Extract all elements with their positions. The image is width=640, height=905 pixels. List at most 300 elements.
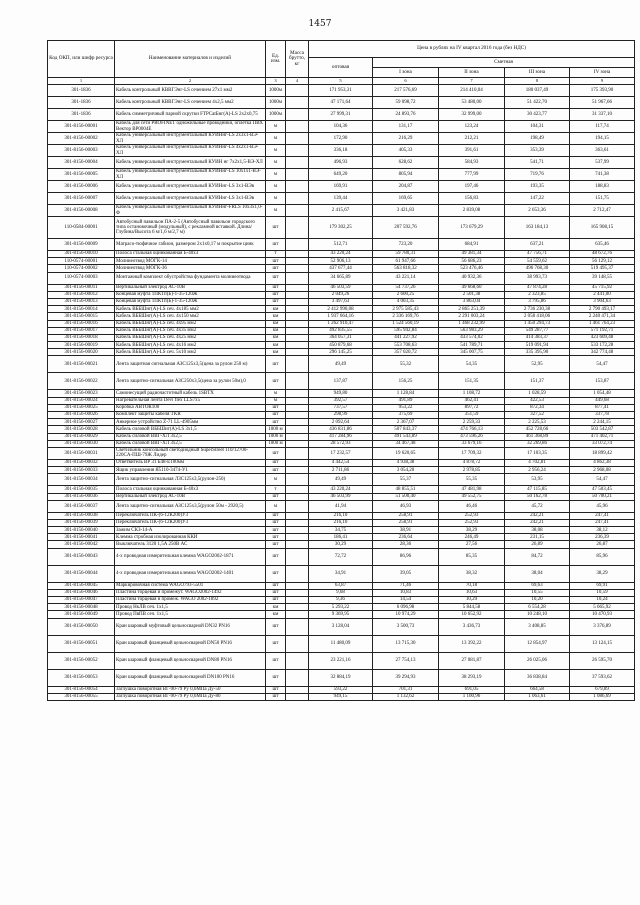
table-row — [48, 447, 635, 459]
table-row — [48, 342, 635, 349]
item-mass — [286, 217, 309, 239]
price-zone-2: 541 789,71 — [439, 342, 505, 349]
column-number: 7 — [439, 78, 505, 85]
price-zone-3: 104,31 — [505, 121, 570, 133]
item-mass — [286, 251, 309, 258]
price-zone-1: 217 576,69 — [373, 85, 439, 97]
table-row — [48, 541, 635, 548]
price-zone-1: 2 975 585,43 — [373, 306, 439, 313]
price-zone-4: 2 968,08 — [570, 467, 635, 474]
item-name: Выключатель 3120 1,5А 250В АС — [115, 541, 266, 548]
price-zone-2: 2 865 251,39 — [439, 306, 505, 313]
price-zone-4: 363,61 — [570, 145, 635, 157]
price-zone-4: 151,75 — [570, 193, 635, 205]
price-zone-4: 3 904,63 — [570, 298, 635, 305]
price-zone-1: 953,22 — [373, 404, 439, 411]
price-zone-3: 12 854,97 — [505, 635, 570, 652]
item-unit: м — [266, 181, 286, 193]
price-zone-1: 357 020,72 — [373, 349, 439, 356]
price-zone-1: 375,69 — [373, 412, 439, 419]
item-code: 301-8156-00012 — [48, 291, 115, 298]
price-zone-1: 4 003,35 — [373, 298, 439, 305]
price-zone-1: 19 620,65 — [373, 447, 439, 459]
item-unit: шт — [266, 597, 286, 604]
item-name: Кабель ВББШнг(А)-LS сеч. 4х35 мм2 — [115, 327, 266, 334]
item-mass — [286, 669, 309, 686]
price-zone-3: 38,08 — [505, 527, 570, 534]
price-zone-2: 391,61 — [439, 145, 505, 157]
price-zone-4: 56 129,12 — [570, 258, 635, 265]
item-mass — [286, 272, 309, 284]
item-code: 301-8156-00043 — [48, 548, 115, 565]
price-zone-1: 507 843,37 — [373, 426, 439, 433]
table-row — [48, 669, 635, 686]
item-mass — [286, 342, 309, 349]
item-name: Ящик управления Я5110-3474-У1 — [115, 467, 266, 474]
price-zone-3: 38,04 — [505, 565, 570, 582]
price-zone-1: 1 132,62 — [373, 693, 439, 700]
table-row — [48, 373, 635, 390]
price-zone-4: 165 908,15 — [570, 217, 635, 239]
price-wholesale: 593,22 — [309, 686, 373, 693]
price-zone-1: 54 737,26 — [373, 284, 439, 291]
price-zone-4: 1 054,48 — [570, 390, 635, 397]
price-zone-3: 637,21 — [505, 239, 570, 251]
price-zone-1: 6 096,98 — [373, 604, 439, 611]
table-row — [48, 251, 635, 258]
price-wholesale: 496,93 — [309, 157, 373, 169]
price-wholesale: 450 879,68 — [309, 342, 373, 349]
price-zone-1: 258,91 — [373, 519, 439, 526]
item-unit: м — [266, 193, 286, 205]
item-mass — [286, 582, 309, 589]
item-unit: шт — [266, 258, 286, 265]
table-row — [48, 404, 635, 411]
price-zone-4: 45,96 — [570, 500, 635, 512]
price-zone-3: 147,22 — [505, 193, 570, 205]
price-zone-3: 2 736 230,38 — [505, 306, 570, 313]
price-wholesale: 41,94 — [309, 500, 373, 512]
price-zone-3: 2 653,36 — [505, 205, 570, 217]
item-code: 301-8156-00007 — [48, 193, 115, 205]
item-code: 301-8156-00038 — [48, 512, 115, 519]
price-zone-3: 6 554,28 — [505, 604, 570, 611]
item-unit: м — [266, 121, 286, 133]
header-estimate: Сметная — [373, 58, 635, 68]
price-zone-2: 462,41 — [439, 397, 505, 404]
price-zone-1: 24 893,76 — [373, 109, 439, 121]
item-code: 301-8156-00042 — [48, 541, 115, 548]
price-zone-4: 194,15 — [570, 133, 635, 145]
table-row — [48, 390, 635, 397]
price-zone-3: 452 728,66 — [505, 426, 570, 433]
item-mass — [286, 327, 309, 334]
header-name: Наименование материалов и изделий — [115, 41, 266, 78]
price-zone-3: 496 768,30 — [505, 265, 570, 272]
price-zone-1: 131,17 — [373, 121, 439, 133]
price-zone-4: 26,87 — [570, 541, 635, 548]
item-mass — [286, 635, 309, 652]
price-zone-3: 2 225,53 — [505, 419, 570, 426]
table-row — [48, 500, 635, 512]
price-wholesale: 4 442,54 — [309, 459, 373, 466]
price-wholesale: 63,87 — [309, 582, 373, 589]
item-name: Кабель ВББШнг(А)-LS сеч. 4х16 мм2 — [115, 342, 266, 349]
item-code: 110-0574-00002 — [48, 265, 115, 272]
item-name: Кабель силовой ВВГ-ХЛ 3х2,5 — [115, 440, 266, 447]
item-code: 301-8156-00001 — [48, 121, 115, 133]
price-zone-1: 86,96 — [373, 548, 439, 565]
table-row — [48, 419, 635, 426]
price-zone-4: 1 461 764,23 — [570, 320, 635, 327]
table-row — [48, 298, 635, 305]
column-number: 4 — [286, 78, 309, 85]
price-zone-2: 252,93 — [439, 512, 505, 519]
price-zone-4: 117,74 — [570, 121, 635, 133]
price-zone-2: 523 476,46 — [439, 265, 505, 272]
price-zone-4: 2 790 493,17 — [570, 306, 635, 313]
item-unit: шт — [266, 527, 286, 534]
item-mass — [286, 397, 309, 404]
price-zone-3: 47 874,28 — [505, 284, 570, 291]
price-wholesale: 27 999,31 — [309, 109, 373, 121]
table-header — [48, 41, 635, 85]
item-name: Нагревательная лента Devi flex LLS7х5 — [115, 397, 266, 404]
price-zone-3: 231,15 — [505, 534, 570, 541]
price-zone-4: 50 700,21 — [570, 493, 635, 500]
price-wholesale: 1 262 910,47 — [309, 320, 373, 327]
header-wholesale: оптовая — [309, 58, 373, 78]
price-zone-1: 2 600,25 — [373, 291, 439, 298]
item-name: Пластина торцевая и промежут. WAGO2002-1492 — [115, 589, 266, 596]
price-zone-4: 45 715,92 — [570, 284, 635, 291]
price-zone-4: 877,41 — [570, 404, 635, 411]
item-unit: шт — [266, 565, 286, 582]
item-mass — [286, 686, 309, 693]
price-wholesale: 171 953,31 — [309, 85, 373, 97]
item-code: 301-8156-00027 — [48, 419, 115, 426]
price-wholesale: 2 711,86 — [309, 467, 373, 474]
price-wholesale: 649,20 — [309, 169, 373, 181]
item-code: 301-8156-00009 — [48, 239, 115, 251]
item-unit: шт — [266, 693, 286, 700]
price-zone-3: 52,95 — [505, 356, 570, 373]
item-mass — [286, 334, 309, 341]
item-code: 301-1836 — [48, 97, 115, 109]
item-code: 301-8156-00034 — [48, 474, 115, 486]
table-row — [48, 258, 635, 265]
item-mass — [286, 239, 309, 251]
price-zone-2: 2 839,08 — [439, 205, 505, 217]
item-name: Матрасо-тюфячное габион, размером 2х1х0,17 м покрытие цинк — [115, 239, 266, 251]
item-name: Автобусный павильон ПА-2-5 (Автобусный павильон городского типа остановочный (модульный), с рекламной вставкой. Длина/Глубина/Высота 6 м/1,6 м/2,7 м) — [115, 217, 266, 239]
price-wholesale: 52 906,13 — [309, 258, 373, 265]
price-wholesale: 49,49 — [309, 356, 373, 373]
price-zone-2: 54,35 — [439, 356, 505, 373]
price-zone-1: 4 938,38 — [373, 459, 439, 466]
item-code: 301-8156-00046 — [48, 589, 115, 596]
price-wholesale: 34 665,89 — [309, 272, 373, 284]
price-wholesale: 417 284,96 — [309, 433, 373, 440]
table-row — [48, 313, 635, 320]
price-zone-1: 1 128,84 — [373, 390, 439, 397]
price-zone-4: 741,38 — [570, 169, 635, 181]
price-zone-2: 70,18 — [439, 582, 505, 589]
price-zone-3: 414 383,37 — [505, 334, 570, 341]
price-zone-4: 247,41 — [570, 512, 635, 519]
price-zone-1: 563 818,32 — [373, 265, 439, 272]
price-zone-4: 247,41 — [570, 519, 635, 526]
price-zone-3: 541,71 — [505, 157, 570, 169]
price-zone-2: 684,91 — [439, 239, 505, 251]
item-name: Заглушка поворотная ВГ-90-79 Ру 0,6МПа Ду-50 — [115, 686, 266, 693]
item-unit: шт — [266, 412, 286, 419]
item-unit: шт — [266, 217, 286, 239]
price-zone-3: 32 269,86 — [505, 440, 570, 447]
price-zone-3: 36 838,84 — [505, 669, 570, 686]
item-name: Монтажный комплект обустройства фундамента молниеотвода — [115, 272, 266, 284]
item-mass — [286, 548, 309, 565]
item-code: 110-0584-00001 — [48, 217, 115, 239]
item-name: Пластина торцевая и промеж. WAGO 2002-1892 — [115, 597, 266, 604]
price-zone-4: 537,99 — [570, 157, 635, 169]
item-name: Самонесущий радиочастотный кабель 1SBTX — [115, 390, 266, 397]
column-number: 1 — [48, 78, 115, 85]
table-row — [48, 589, 635, 596]
column-number: 3 — [266, 78, 286, 85]
item-unit: шт — [266, 519, 286, 526]
price-zone-1: 595 942,84 — [373, 327, 439, 334]
price-wholesale: 3 497,63 — [309, 298, 373, 305]
price-zone-4: 13 124,15 — [570, 635, 635, 652]
price-zone-1: 207 592,76 — [373, 217, 439, 239]
item-name: Кабель универсальный инструментальный КУИН нг 7х2х1,5-ВЭ-ХЛ — [115, 157, 266, 169]
item-code: 301-8156-00032 — [48, 459, 115, 466]
table-row — [48, 397, 635, 404]
item-name: Кабель ВББШнг(А)-LS сеч. 4х150 мм2 — [115, 313, 266, 320]
table-row — [48, 205, 635, 217]
item-name: Лента защитно-сигнальная ЛЗС125х3,5(рулон-250) — [115, 474, 266, 486]
price-zone-2: 156,83 — [439, 193, 505, 205]
item-unit: 1000м — [266, 97, 286, 109]
price-zone-4: 2 240 471,34 — [570, 313, 635, 320]
price-zone-2: 691,05 — [439, 686, 505, 693]
item-code: 301-8156-00016 — [48, 320, 115, 327]
price-zone-4: 54,47 — [570, 356, 635, 373]
item-unit: км — [266, 342, 286, 349]
price-zone-2: 473 596,26 — [439, 433, 505, 440]
table-row — [48, 412, 635, 419]
table-row — [48, 474, 635, 486]
price-zone-4: 54,47 — [570, 474, 635, 486]
item-name: Кабель контрольный КВВГЭнг-LS сечением 4х2,5 мм2 — [115, 97, 266, 109]
price-wholesale: 437 677,44 — [309, 265, 373, 272]
item-name: Переключатель ПК-(6-12К200)У3 — [115, 512, 266, 519]
item-name: Зажим СКЗ-14-А — [115, 527, 266, 534]
price-wholesale: 336,18 — [309, 145, 373, 157]
table-row — [48, 582, 635, 589]
item-name: Кабель универсальный инструментальный КУИНнг-LS 10х1х1-ВЭ-ХЛ — [115, 169, 266, 181]
table-row — [48, 334, 635, 341]
price-zone-3: 327,52 — [505, 412, 570, 419]
item-name: Комплект защиты кабеля TKR — [115, 412, 266, 419]
item-name: Вертикальный электрод АС-10В — [115, 284, 266, 291]
item-unit: км — [266, 313, 286, 320]
price-wholesale: 512,71 — [309, 239, 373, 251]
item-code: 301-8156-00026 — [48, 412, 115, 419]
item-name: Анкерное устройство Z-71 LL-4905мм — [115, 419, 266, 426]
price-zone-3: 26,89 — [505, 541, 570, 548]
item-code: 301-8156-00039 — [48, 519, 115, 526]
item-mass — [286, 404, 309, 411]
price-zone-1: 48 855,51 — [373, 486, 439, 493]
price-zone-3: 1 028,59 — [505, 390, 570, 397]
table-row — [48, 217, 635, 239]
price-zone-1: 2 336 169,76 — [373, 313, 439, 320]
price-wholesale: 186,41 — [309, 534, 373, 541]
item-unit: шт — [266, 541, 286, 548]
price-zone-4: 571 192,71 — [570, 327, 635, 334]
item-unit: шт — [266, 356, 286, 373]
price-wholesale: 28 572,93 — [309, 440, 373, 447]
price-zone-3: 519 091,94 — [505, 342, 570, 349]
table-row — [48, 565, 635, 582]
item-mass — [286, 284, 309, 291]
price-zone-3: 461 368,89 — [505, 433, 570, 440]
price-zone-4: 449,68 — [570, 397, 635, 404]
item-code: 301-8156-00024 — [48, 397, 115, 404]
item-code: 301-8156-00022 — [48, 373, 115, 390]
price-zone-2: 5 844,58 — [439, 604, 505, 611]
price-zone-2: 1 108,72 — [439, 390, 505, 397]
item-code: 301-8156-00021 — [48, 356, 115, 373]
item-name: Кабель универсальный инструментальный КУИНнг-LS 3х1-ВЭв — [115, 181, 266, 193]
item-unit: м — [266, 397, 286, 404]
column-number: 8 — [505, 78, 570, 85]
item-mass — [286, 597, 309, 604]
item-name: Кабель универсальный инструментальный КУИНнг-LS 3х1-ВЭв — [115, 193, 266, 205]
price-zone-1: 71,46 — [373, 582, 439, 589]
price-zone-3: 45,72 — [505, 500, 570, 512]
table-row — [48, 97, 635, 109]
item-code: 110-0574-00003 — [48, 272, 115, 284]
item-unit: км — [266, 320, 286, 327]
item-unit: шт — [266, 239, 286, 251]
item-unit: шт — [266, 493, 286, 500]
price-zone-4: 47 503,45 — [570, 486, 635, 493]
item-mass — [286, 440, 309, 447]
item-mass — [286, 157, 309, 169]
price-zone-4: 10 470,93 — [570, 611, 635, 618]
price-zone-1: 3 054,20 — [373, 467, 439, 474]
price-wholesale: 9,68 — [309, 589, 373, 596]
item-code: 301-8156-00023 — [48, 390, 115, 397]
price-zone-1: 28,36 — [373, 541, 439, 548]
item-mass — [286, 313, 309, 320]
table-row — [48, 109, 635, 121]
price-zone-2: 27,56 — [439, 541, 505, 548]
price-wholesale: 949,80 — [309, 390, 373, 397]
price-zone-3: 30 423,77 — [505, 109, 570, 121]
item-code: 301-8156-00011 — [48, 284, 115, 291]
table-row — [48, 306, 635, 313]
item-name: Провод ПвПВ сеч. 1х1,5 — [115, 611, 266, 618]
price-zone-2: 563 983,29 — [439, 327, 505, 334]
price-wholesale: 298,99 — [309, 412, 373, 419]
item-code: 301-8156-00031 — [48, 447, 115, 459]
item-name: Вертикальный электрод АС-10В — [115, 493, 266, 500]
item-unit: шт — [266, 265, 286, 272]
item-code: 301-8156-00044 — [48, 565, 115, 582]
item-mass — [286, 534, 309, 541]
price-zone-3: 54 559,62 — [505, 258, 570, 265]
price-zone-1: 805,94 — [373, 169, 439, 181]
price-zone-2: 10,29 — [439, 597, 505, 604]
price-wholesale: 179 302,25 — [309, 217, 373, 239]
price-wholesale: 2 092,64 — [309, 419, 373, 426]
price-wholesale: 492 835,55 — [309, 327, 373, 334]
item-unit: м — [266, 133, 286, 145]
table-row — [48, 121, 635, 133]
item-unit: км — [266, 604, 286, 611]
item-mass — [286, 565, 309, 582]
column-number: 5 — [309, 78, 373, 85]
price-zone-2: 2 259,33 — [439, 419, 505, 426]
table-row — [48, 534, 635, 541]
price-zone-3: 180 037,49 — [505, 85, 570, 97]
item-mass — [286, 493, 309, 500]
price-zone-2: 252,93 — [439, 519, 505, 526]
item-name: Кабель симметричный парной скрутки FTPCatБнг(А)-LS 2х2х0,75 — [115, 109, 266, 121]
price-zone-4: 18 899,42 — [570, 447, 635, 459]
price-wholesale: 17 232,57 — [309, 447, 373, 459]
price-zone-1: 491 543,89 — [373, 433, 439, 440]
item-name: Полоса стальная оцинкованная Б-40х3 — [115, 486, 266, 493]
item-code: 301-8156-00048 — [48, 604, 115, 611]
price-zone-2: 38,32 — [439, 565, 505, 582]
price-wholesale: 169,91 — [309, 181, 373, 193]
price-zone-2: 38,29 — [439, 527, 505, 534]
price-zone-3: 3 408,85 — [505, 618, 570, 635]
price-zone-1: 3 500,73 — [373, 618, 439, 635]
item-mass — [286, 541, 309, 548]
price-zone-3: 719,76 — [505, 169, 570, 181]
header-mass: Масса брутто, кг — [286, 41, 309, 78]
price-zone-4: 10,24 — [570, 597, 635, 604]
item-name: Кран шаровый муфтовый цельносварной DN32 PN16 — [115, 618, 266, 635]
item-name: Кабель силовой ВББШнг(А)-LS 3х1,5 — [115, 426, 266, 433]
price-zone-4: 236,39 — [570, 534, 635, 541]
table-row — [48, 193, 635, 205]
item-name: Заглушка поворотная ВГ-90-79 Ру 0,6МПа Ду-80 — [115, 693, 266, 700]
item-mass — [286, 419, 309, 426]
price-zone-1: 553 708,63 — [373, 342, 439, 349]
item-unit: м — [266, 145, 286, 157]
price-wholesale: 2 049,26 — [309, 291, 373, 298]
table-row — [48, 467, 635, 474]
price-zone-4: 10,59 — [570, 589, 635, 596]
item-name: Кран шаровый фланцевый цельносварной DN50 PN16 — [115, 635, 266, 652]
item-code: 301-1836 — [48, 85, 115, 97]
item-name: Кабель ВББШнг(А)-LS сеч. 4х25 мм2 — [115, 334, 266, 341]
price-zone-1: 59 780,31 — [373, 251, 439, 258]
item-name: Провод НкЛВ сеч. 1х1,5 — [115, 604, 266, 611]
item-mass — [286, 373, 309, 390]
item-code: 301-8156-00049 — [48, 611, 115, 618]
item-mass — [286, 426, 309, 433]
header-zone-2: II зона — [439, 68, 505, 78]
item-mass — [286, 459, 309, 466]
